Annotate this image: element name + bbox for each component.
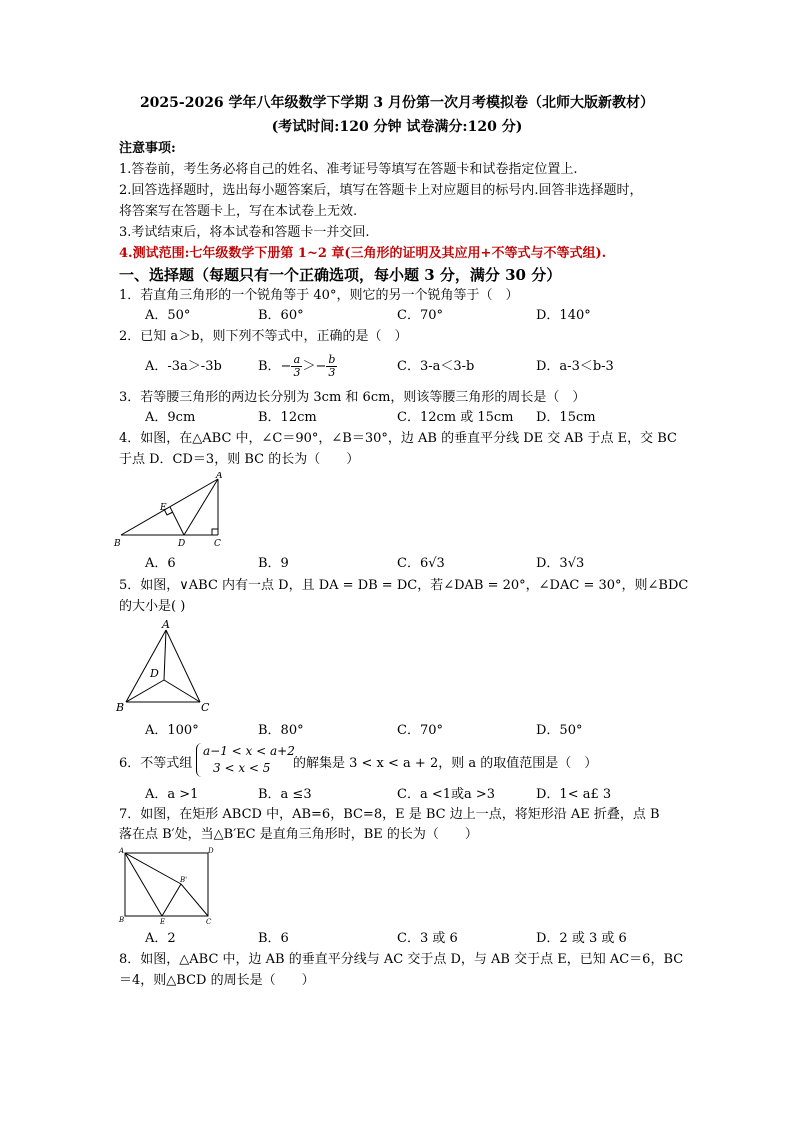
q7-label-e: E [160, 918, 166, 926]
q5-side-ab [126, 630, 166, 702]
q4-label-c: C [214, 539, 221, 549]
q3-stem: 3．若等腰三角形的两边长分别为 3cm 和 6cm，则该等腰三角形的周长是（ ） [119, 390, 586, 405]
q8-stem-2: ＝4，则△BCD 的周长是（ ） [119, 973, 315, 988]
q1-option-b: B．60° [258, 308, 304, 323]
q7-stem-2: 落在点 B′处，当△B′EC 是直角三角形时，BE 的长为（ ） [119, 827, 478, 842]
q4-option-b: B．9 [258, 556, 289, 571]
q2-option-d: D．a-3＜b-3 [536, 359, 614, 374]
q6-option-d: D．1< a£ 3 [536, 787, 612, 802]
q4-segment-ad [184, 479, 218, 535]
q4-stem-1: 4．如图，在△ABC 中，∠C＝90°，∠B＝30°，边 AB 的垂直平分线 DE 交 AB 于点 E，交 BC [119, 431, 677, 446]
q5-segment-da [164, 630, 166, 680]
q4-stem-2: 于点 D．CD＝3，则 BC 的长为（ ） [119, 452, 360, 467]
q2-option-b-prefix: B．− [258, 359, 292, 374]
q5-stem-1: 5．如图，∨ABC 内有一点 D，且 DA = DB = DC，若∠DAB = 20°，∠DAC = 30°，则∠BDC [119, 578, 689, 593]
q4-segment-de [170, 507, 184, 535]
q5-label-c: C [201, 701, 210, 714]
q6-suffix: 的解集是 3 < x < a + 2，则 a 的取值范围是（ ） [293, 756, 598, 771]
q6-inequality-2: 3 < x < 5 [213, 761, 271, 775]
q5-label-a: A [162, 618, 170, 631]
q7-label-d: D [208, 847, 214, 855]
q4-triangle-figure [112, 472, 232, 550]
q5-option-b: B．80° [258, 723, 304, 738]
q4-option-d: D．3√3 [536, 556, 585, 571]
q4-label-a: A [216, 472, 223, 481]
q2-option-a: A．-3a＞-3b [145, 359, 222, 374]
q7-rectangle-abcd [125, 853, 208, 916]
q5-label-d: D [150, 667, 159, 680]
note-3: 3.考试结束后，将本试卷和答题卡一并交回. [119, 225, 370, 240]
q1-option-d: D．140° [536, 308, 591, 323]
exam-subtitle: (考试时间:120 分钟 试卷满分:120 分) [271, 119, 523, 135]
q4-right-angle-mark [212, 529, 218, 535]
q5-option-d: D．50° [536, 723, 583, 738]
q3-option-a: A．9cm [145, 410, 196, 425]
q3-option-c: C．12cm 或 15cm [397, 410, 514, 425]
q4-label-e: E [160, 503, 167, 513]
q7-label-b-prime: B' [180, 876, 188, 884]
q3-option-d: D．15cm [536, 410, 596, 425]
q7-label-b: B [119, 916, 125, 924]
q7-stem-1: 7．如图，在矩形 ABCD 中，AB=6，BC=8，E 是 BC 边上一点，将矩形沿 AE 折叠，点 B [119, 807, 660, 822]
q7-segment-eb-prime [162, 884, 181, 916]
q4-side-ab [121, 479, 218, 535]
note-1: 1.答卷前，考生务必将自己的姓名、准考证号等填写在答题卡和试卷指定位置上. [119, 162, 578, 177]
q7-label-c: C [206, 918, 212, 926]
exam-title: 2025-2026 学年八年级数学下学期 3 月份第一次月考模拟卷（北师大版新教材） [139, 95, 655, 111]
q7-segment-b-prime-c [181, 884, 208, 916]
q3-option-b: B．12cm [258, 410, 317, 425]
q6-inequality-1: a−1 < x < a+2 [203, 744, 295, 758]
q1-stem: 1．若直角三角形的一个锐角等于 40°，则它的另一个锐角等于（ ） [119, 288, 519, 303]
q6-option-c: C．a <1或a >3 [397, 787, 496, 802]
q5-triangle-figure [114, 618, 214, 714]
q1-option-a: A．50° [145, 308, 191, 323]
q4-option-a: A．6 [145, 556, 176, 571]
q2-option-b-mid: ＞− [302, 359, 327, 374]
q5-label-b: B [116, 701, 125, 714]
note-2a: 2.回答选择题时，选出每小题答案后，填写在答题卡上对应题目的标号内.回答非选择题时， [119, 183, 643, 198]
q7-option-d: D．2 或 3 或 6 [536, 931, 627, 946]
q5-option-a: A．100° [145, 723, 199, 738]
q2-fraction-b3: $\frac{b}{3}$ [328, 353, 336, 379]
q2-option-b [258, 350, 337, 384]
q8-stem-1: 8．如图，△ABC 中，边 AB 的垂直平分线与 AC 交于点 D，与 AB 交于点 E，已知 AC＝6，BC [119, 952, 684, 967]
q7-label-a: A [119, 847, 125, 855]
q5-option-c: C．70° [397, 723, 443, 738]
q7-fold-line-ae [125, 853, 162, 916]
notes-heading: 注意事项: [119, 141, 176, 156]
q2-fraction-a3: $\frac{a}{3}$ [293, 353, 301, 379]
section-1-heading: 一、选择题（每题只有一个正确选项，每小题 3 分，满分 30 分） [119, 266, 562, 284]
q7-rectangle-figure [116, 846, 220, 926]
q7-segment-ab-prime [125, 853, 181, 884]
q1-option-c: C．70° [397, 308, 443, 323]
q4-label-b: B [114, 539, 121, 549]
q6-option-b: B．a ≤3 [258, 787, 312, 802]
q4-option-c: C．6√3 [397, 556, 445, 571]
q2-option-c: C．3-a＜3-b [397, 359, 475, 374]
note-2b: 将答案写在答题卡上，写在本试卷上无效. [119, 204, 358, 219]
q2-stem: 2．已知 a＞b，则下列不等式中，正确的是（ ） [119, 329, 408, 344]
q6-prefix: 6．不等式组 [119, 756, 193, 771]
q6-inequality-system [196, 743, 295, 777]
q7-option-c: C．3 或 6 [397, 931, 458, 946]
q7-option-b: B．6 [258, 931, 289, 946]
q7-option-a: A．2 [145, 931, 176, 946]
q5-stem-2: 的大小是( ) [119, 599, 186, 614]
note-4-scope: 4.测试范围:七年级数学下册第 1~2 章(三角形的证明及其应用+不等式与不等式组). [119, 246, 607, 261]
q6-option-a: A．a >1 [145, 787, 199, 802]
q4-label-d: D [178, 539, 186, 549]
